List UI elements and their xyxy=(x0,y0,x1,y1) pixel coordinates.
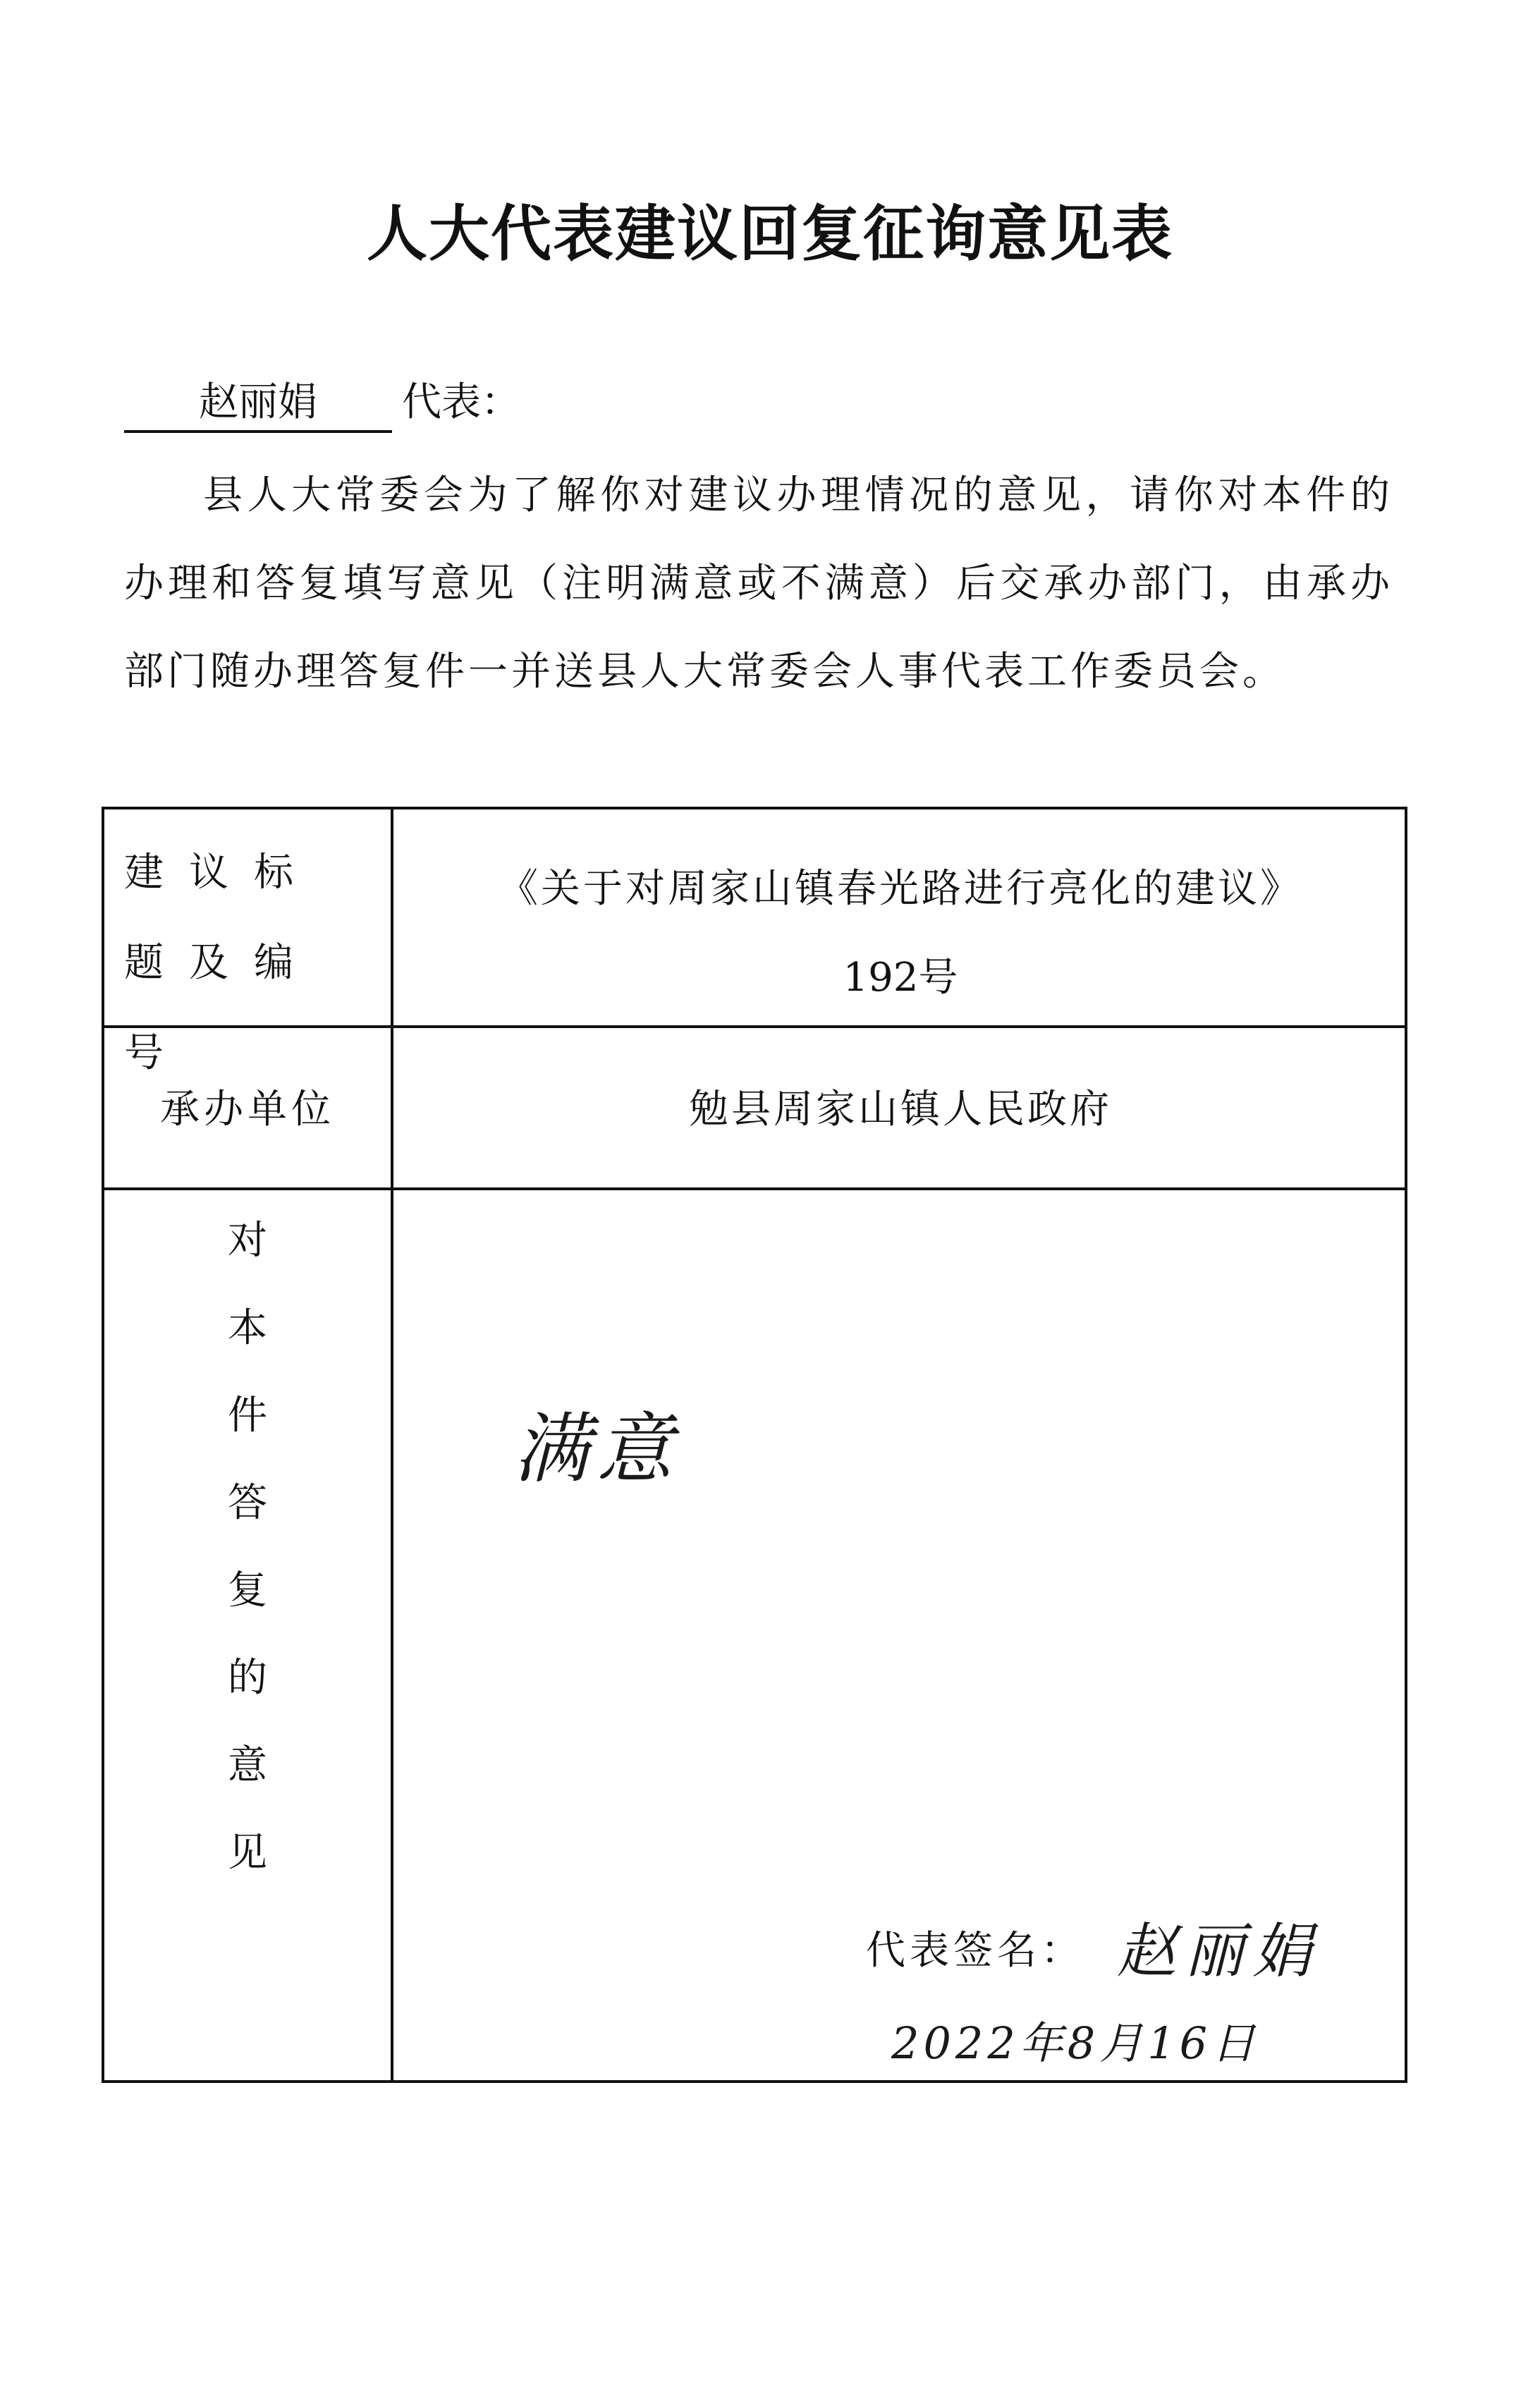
signature-label: 代表签名： xyxy=(866,1928,1084,1974)
opinion-label-char: 见 xyxy=(228,1830,267,1876)
handwritten-opinion: 满意 xyxy=(513,1405,680,1493)
handler-value: 勉县周家山镇人民政府 xyxy=(689,1087,1112,1132)
proposal-title: 《关于对周家山镇春光路进行亮化的建议》 xyxy=(499,866,1302,912)
opinion-label-char: 本 xyxy=(228,1305,267,1351)
proposal-number: 192号 xyxy=(843,955,958,1001)
salutation xyxy=(124,375,520,430)
table-row-divider xyxy=(104,1187,1405,1190)
form-table xyxy=(102,807,1407,2083)
proposal-label: 建议标题及编号 xyxy=(124,850,319,1076)
representative-name: 赵丽娟 xyxy=(124,375,392,433)
opinion-label xyxy=(104,1197,391,1897)
opinion-label-char: 对 xyxy=(228,1218,267,1264)
opinion-label-char: 答 xyxy=(228,1480,267,1526)
opinion-label-char: 意 xyxy=(228,1742,267,1788)
salutation-suffix: 代表： xyxy=(402,379,520,425)
instruction-paragraph: 县人大常委会为了解你对建议办理情况的意见，请你对本件的办理和答复填写意见（注明满意或不满意）后交承办部门，由承办部门随办理答复件一并送县人大常委会人事代表工作委员会。 xyxy=(124,472,1393,695)
opinion-label-char: 件 xyxy=(228,1393,267,1438)
handwritten-signature: 赵丽娟 xyxy=(1117,1917,1321,1986)
handler-label: 承办单位 xyxy=(160,1087,335,1132)
opinion-label-char: 复 xyxy=(228,1568,267,1613)
handwritten-date: 2022年8月16日 xyxy=(891,2017,1260,2069)
page-title: 人大代表建议回复征询意见表 xyxy=(367,199,1173,269)
opinion-label-char: 的 xyxy=(228,1655,267,1701)
